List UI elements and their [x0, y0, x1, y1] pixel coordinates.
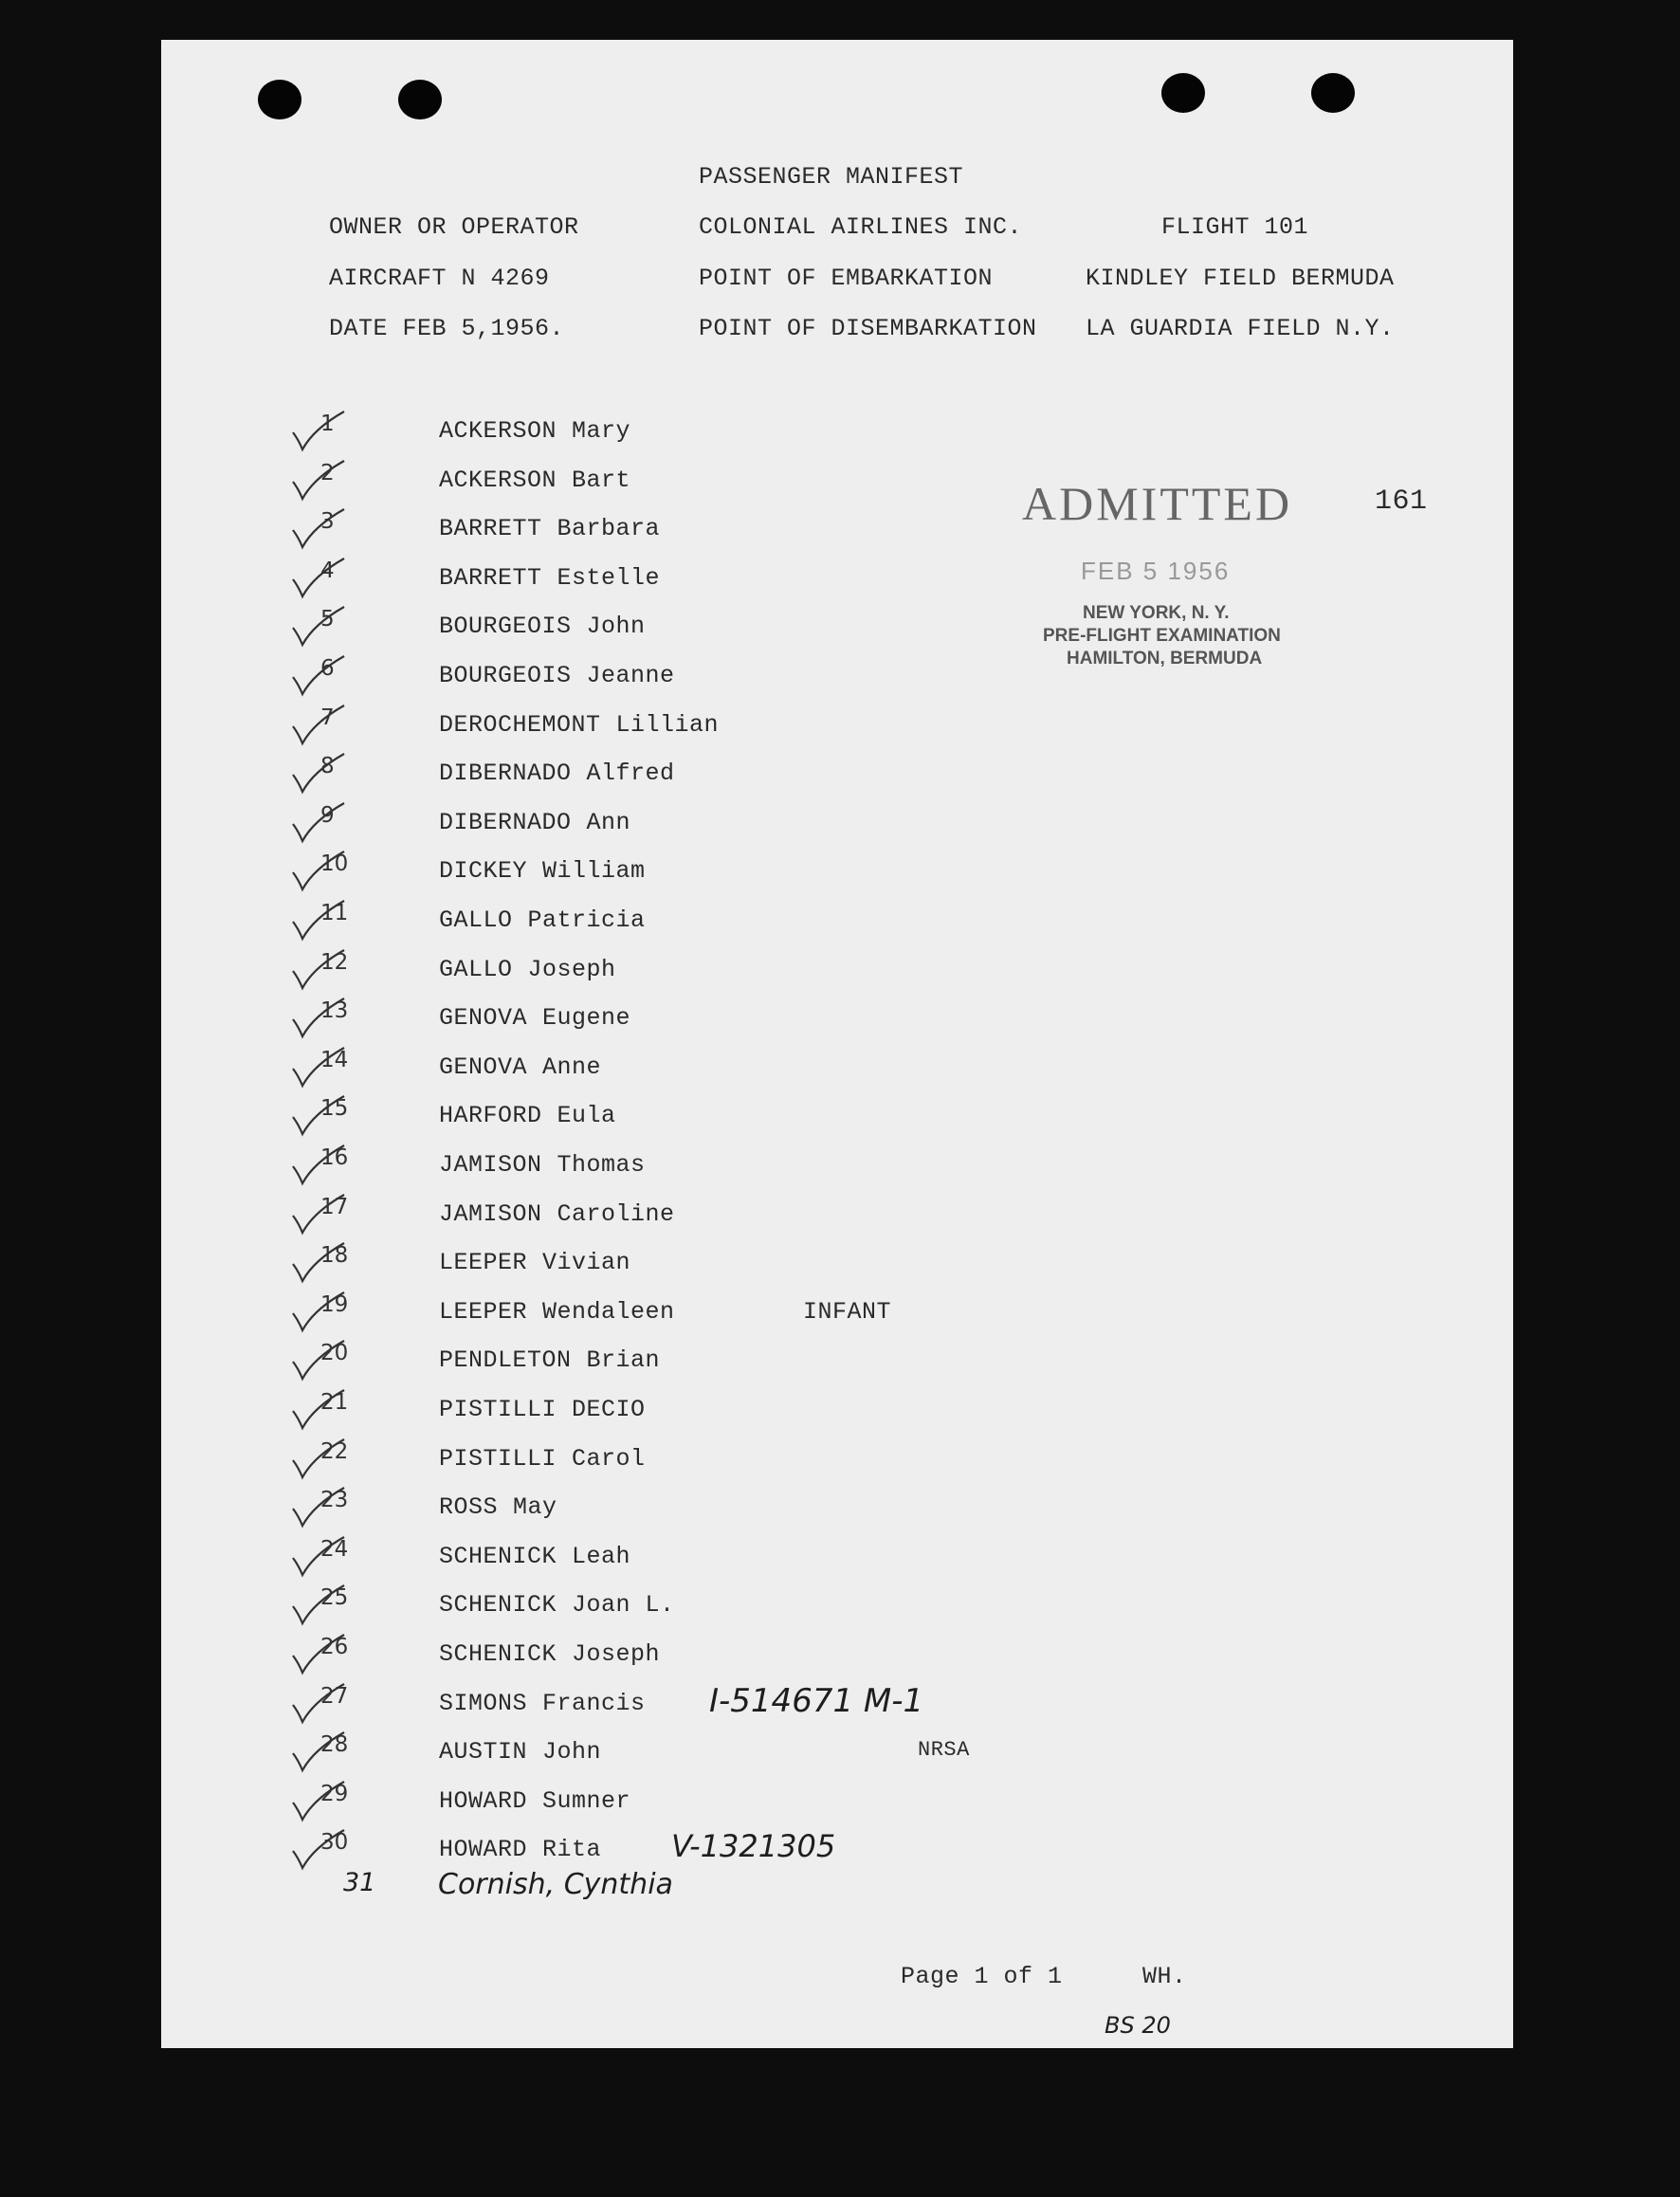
passenger-name	[439, 809, 630, 836]
passenger-given-name: Eugene	[542, 1004, 631, 1032]
passenger-given-name: Ann	[586, 809, 631, 836]
passenger-surname: AUSTIN	[439, 1738, 528, 1766]
page-number: Page 1 of 1	[901, 1963, 1063, 1990]
handwritten-entry-number: 31	[343, 1868, 376, 1897]
punch-hole	[1161, 73, 1205, 113]
passenger-given-name: Estelle	[557, 564, 661, 592]
passenger-name	[439, 1690, 646, 1717]
handwritten-footer-note: BS 20	[1105, 2012, 1171, 2039]
check-mark	[289, 410, 348, 453]
passenger-given-name: DECIO	[572, 1396, 646, 1423]
passenger-given-name: Bart	[572, 467, 631, 494]
passenger-number: 15	[320, 1096, 349, 1121]
check-mark	[289, 654, 348, 698]
passenger-surname: DEROCHEMONT	[439, 711, 601, 739]
passenger-name	[439, 1298, 675, 1326]
check-mark	[289, 557, 348, 600]
passenger-surname: GALLO	[439, 956, 513, 983]
check-mark	[289, 704, 348, 747]
passenger-name	[439, 417, 630, 445]
passenger-given-name: Eula	[557, 1102, 616, 1129]
check-mark	[289, 507, 348, 551]
passenger-surname: BOURGEOIS	[439, 662, 572, 689]
passenger-name	[439, 1543, 630, 1570]
passenger-given-name: John	[542, 1738, 602, 1766]
embarkation-label: POINT OF EMBARKATION	[699, 265, 994, 292]
passenger-number: 29	[320, 1782, 349, 1806]
passenger-number: 10	[320, 851, 349, 876]
passenger-surname: DIBERNADO	[439, 809, 572, 836]
passenger-number: 18	[320, 1243, 349, 1268]
passenger-given-name: Francis	[542, 1690, 646, 1717]
passenger-surname: SCHENICK	[439, 1543, 557, 1570]
passenger-surname: JAMISON	[439, 1151, 542, 1179]
passenger-number: 2	[320, 461, 335, 485]
passenger-surname: ACKERSON	[439, 417, 557, 445]
passenger-surname: HOWARD	[439, 1787, 528, 1815]
passenger-number: 6	[320, 656, 335, 681]
passenger-number: 30	[320, 1830, 349, 1855]
disembarkation-value: LA GUARDIA FIELD N.Y.	[1086, 315, 1395, 342]
check-mark	[289, 752, 348, 796]
passenger-given-name: Sumner	[542, 1787, 631, 1815]
disembarkation-label: POINT OF DISEMBARKATION	[699, 315, 1037, 342]
passenger-name	[439, 711, 719, 739]
passenger-name	[439, 613, 646, 640]
passenger-number: 7	[320, 705, 335, 730]
passenger-given-name: Barbara	[557, 515, 661, 542]
passenger-surname: GENOVA	[439, 1053, 528, 1081]
passenger-name	[439, 1004, 630, 1032]
stamp-date: FEB 5 1956	[1081, 557, 1231, 585]
passenger-surname: JAMISON	[439, 1200, 542, 1228]
check-mark	[289, 459, 348, 503]
passenger-name	[439, 1200, 675, 1228]
passenger-name	[439, 1346, 660, 1374]
passenger-given-name: Joseph	[527, 956, 616, 983]
passenger-given-name: Carol	[572, 1445, 646, 1473]
passenger-given-name: Joan L.	[572, 1591, 675, 1619]
aircraft-number: AIRCRAFT N 4269	[329, 265, 550, 292]
passenger-given-name: Mary	[572, 417, 631, 445]
passenger-given-name: Jeanne	[586, 662, 675, 689]
manifest-page	[161, 40, 1513, 2048]
punch-hole	[398, 80, 442, 119]
passenger-name	[439, 1151, 646, 1179]
passenger-number: 13	[320, 998, 349, 1023]
admitted-stamp: ADMITTED	[1022, 477, 1293, 530]
passenger-number: 5	[320, 607, 335, 632]
passenger-name	[439, 906, 646, 934]
passenger-number: 11	[320, 901, 349, 925]
passenger-surname: PISTILLI	[439, 1396, 557, 1423]
stamp-line-exam: PRE-FLIGHT EXAMINATION	[1043, 626, 1281, 646]
passenger-number: 16	[320, 1145, 349, 1170]
passenger-given-name: John	[586, 613, 646, 640]
passenger-surname: DICKEY	[439, 857, 528, 885]
passenger-number: 12	[320, 950, 349, 975]
passenger-number: 17	[320, 1195, 349, 1219]
passenger-given-name: Brian	[586, 1346, 661, 1374]
owner-label: OWNER OR OPERATOR	[329, 213, 579, 241]
passenger-given-name: Wendaleen	[542, 1298, 675, 1326]
passenger-number: 4	[320, 558, 335, 583]
passenger-surname: PISTILLI	[439, 1445, 557, 1473]
passenger-note: I-514671 M-1	[709, 1682, 924, 1720]
passenger-number: 1	[320, 412, 335, 436]
passenger-surname: SCHENICK	[439, 1591, 557, 1619]
passenger-surname: GALLO	[439, 906, 513, 934]
passenger-name	[439, 1738, 601, 1766]
passenger-surname: LEEPER	[439, 1249, 528, 1276]
passenger-name	[439, 515, 660, 542]
passenger-name	[439, 1787, 630, 1815]
passenger-given-name: Alfred	[586, 760, 675, 787]
passenger-number: 8	[320, 754, 335, 778]
passenger-name	[439, 1493, 557, 1521]
passenger-number: 9	[320, 803, 335, 828]
passenger-note: INFANT	[803, 1298, 892, 1326]
passenger-surname: ACKERSON	[439, 467, 557, 494]
passenger-name	[439, 857, 646, 885]
passenger-name	[439, 1053, 601, 1081]
passenger-surname: LEEPER	[439, 1298, 528, 1326]
check-mark	[289, 801, 348, 845]
clerk-initials: WH.	[1142, 1963, 1187, 1990]
passenger-surname: BARRETT	[439, 515, 542, 542]
passenger-number: 28	[320, 1732, 349, 1757]
passenger-number: 14	[320, 1048, 349, 1072]
passenger-number: 22	[320, 1439, 349, 1464]
passenger-name	[439, 1249, 630, 1276]
passenger-name	[439, 1640, 660, 1668]
passenger-surname: HARFORD	[439, 1102, 542, 1129]
stamp-line-city: NEW YORK, N. Y.	[1083, 603, 1230, 623]
embarkation-value: KINDLEY FIELD BERMUDA	[1086, 265, 1395, 292]
passenger-given-name: Anne	[542, 1053, 602, 1081]
passenger-surname: BOURGEOIS	[439, 613, 572, 640]
passenger-given-name: William	[542, 857, 646, 885]
passenger-surname: GENOVA	[439, 1004, 528, 1032]
passenger-name	[439, 760, 675, 787]
passenger-surname: DIBERNADO	[439, 760, 572, 787]
passenger-name	[439, 1396, 646, 1423]
passenger-name	[439, 564, 660, 592]
passenger-given-name: Vivian	[542, 1249, 631, 1276]
punch-hole	[258, 80, 301, 119]
passenger-given-name: Joseph	[572, 1640, 661, 1668]
manifest-date: DATE FEB 5,1956.	[329, 315, 565, 342]
passenger-number: 27	[320, 1684, 349, 1709]
punch-hole	[1311, 73, 1355, 113]
passenger-surname: HOWARD	[439, 1836, 528, 1863]
flight-number: FLIGHT 101	[1161, 213, 1309, 241]
passenger-surname: BARRETT	[439, 564, 542, 592]
passenger-surname: ROSS	[439, 1493, 499, 1521]
stamp-line-location: HAMILTON, BERMUDA	[1067, 649, 1263, 668]
passenger-number: 21	[320, 1390, 349, 1415]
passenger-name	[439, 467, 630, 494]
passenger-name	[439, 662, 675, 689]
passenger-given-name: Caroline	[557, 1200, 675, 1228]
passenger-note: V-1321305	[671, 1828, 836, 1864]
passenger-given-name: May	[513, 1493, 557, 1521]
passenger-number: 20	[320, 1341, 349, 1365]
passenger-given-name: Leah	[572, 1543, 631, 1570]
passenger-number: 19	[320, 1292, 349, 1317]
owner-value: COLONIAL AIRLINES INC.	[699, 213, 1023, 241]
passenger-number: 23	[320, 1488, 349, 1512]
admitted-count: 161	[1375, 485, 1428, 518]
passenger-name	[439, 1102, 616, 1129]
passenger-name	[439, 1836, 601, 1863]
passenger-number: 25	[320, 1585, 349, 1610]
passenger-number: 26	[320, 1635, 349, 1659]
check-mark	[289, 605, 348, 649]
passenger-name	[439, 1445, 646, 1473]
passenger-given-name: Thomas	[557, 1151, 646, 1179]
passenger-given-name: Lillian	[615, 711, 720, 739]
passenger-surname: PENDLETON	[439, 1346, 572, 1374]
passenger-number: 24	[320, 1537, 349, 1562]
passenger-surname: SCHENICK	[439, 1640, 557, 1668]
passenger-number: 3	[320, 509, 335, 534]
passenger-given-name: Rita	[542, 1836, 602, 1863]
passenger-surname: SIMONS	[439, 1690, 528, 1717]
passenger-given-name: Patricia	[527, 906, 646, 934]
passenger-name	[439, 1591, 675, 1619]
passenger-name	[439, 956, 616, 983]
handwritten-entry-name: Cornish, Cynthia	[438, 1868, 673, 1901]
manifest-title: PASSENGER MANIFEST	[699, 163, 964, 191]
passenger-note: NRSA	[918, 1738, 970, 1762]
